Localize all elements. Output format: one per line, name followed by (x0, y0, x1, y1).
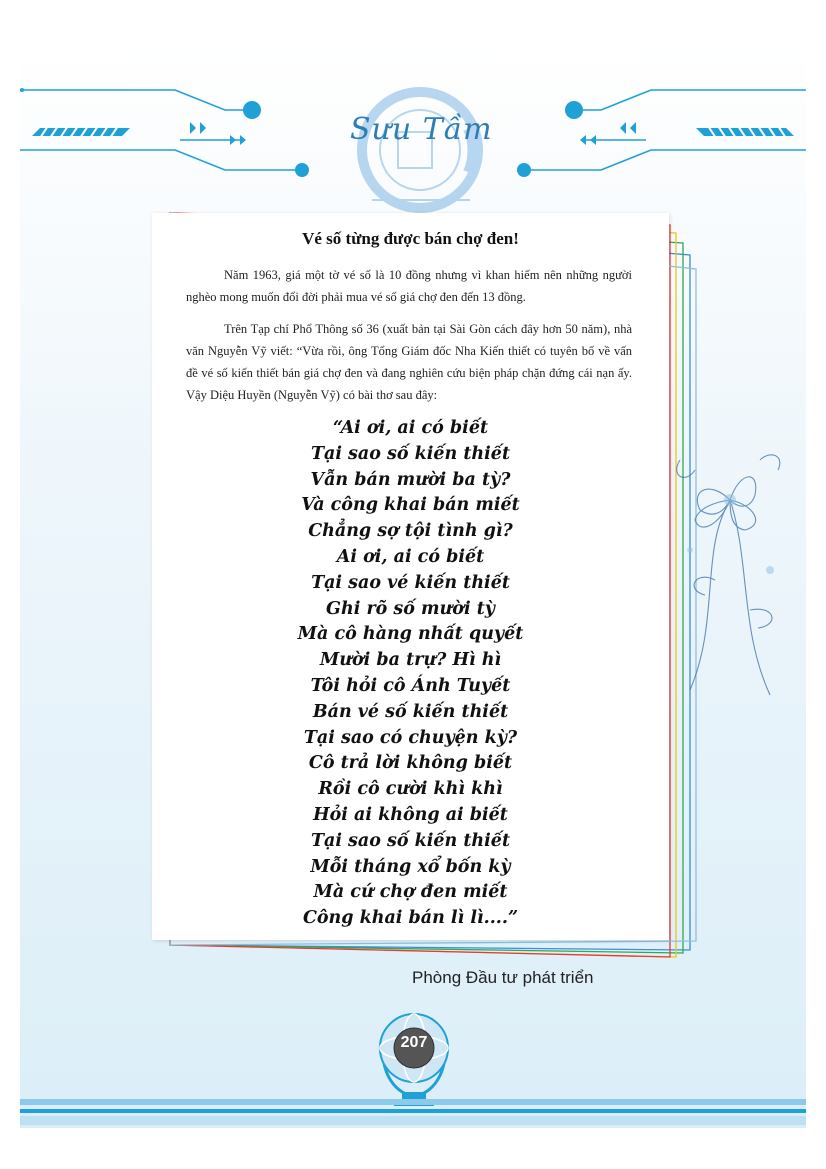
flower-icon (660, 440, 800, 700)
poem-line: Mỗi tháng xổ bốn kỳ (310, 856, 511, 877)
right-dot-large-icon (565, 101, 583, 119)
section-title: Sưu Tầm (350, 112, 493, 147)
bottom-band-decoration (20, 1097, 806, 1127)
poem-line: Mà cô hàng nhất quyết (297, 624, 524, 645)
logo-emblem-icon (362, 92, 478, 208)
left-dot-large-icon (243, 101, 261, 119)
poem (152, 416, 669, 932)
article-paragraph: Trên Tạp chí Phổ Thông số 36 (xuất bản tại Sài Gòn cách đây hơn 50 năm), nhà văn Nguyễn Vỹ viết: “Vừa rồi, ông Tổng Giám đốc Nha Kiến thiết có tuyên bố về vấn đề vé số kiến thiết bán giá chợ đen và đang nghiên cứu biện pháp chặn đứng cái nạn ấy. Vậy Diệu Huyền (Nguyễn Vỹ) có bài thơ sau đây: (186, 322, 632, 402)
article-paragraph: Năm 1963, giá một tờ vé số là 10 đồng nhưng vì khan hiếm nên những người nghèo mong muốn đổi đời phải mua vé số giá chợ đen đến 13 đồng. (186, 268, 632, 304)
globe-icon (372, 1004, 456, 1112)
poem-line: Công khai bán lì lì....” (302, 908, 519, 929)
poem-line: Tại sao vé kiến thiết (311, 572, 510, 593)
poem-line: Tại sao số kiến thiết (310, 830, 511, 851)
poem-line: Cô trả lời không biết (308, 753, 513, 774)
page-number: 207 (400, 1034, 428, 1051)
poem-line: Ai ơi, ai có biết (336, 546, 485, 567)
poem-line: Mười ba trự? Hì hì (319, 650, 502, 671)
poem-line: Vẫn bán mười ba tỳ? (310, 469, 511, 490)
poem-line: Và công khai bán miết (301, 495, 520, 516)
poem-line: Bán vé số kiến thiết (312, 701, 509, 722)
left-dot-small-icon (295, 163, 309, 177)
poem-line: Chẳng sợ tội tình gì? (308, 521, 513, 542)
poem-line: Ghi rõ số mười tỳ (326, 598, 495, 619)
poem-line: Hỏi ai không ai biết (313, 804, 508, 825)
signature: Phòng Đầu tư phát triển (412, 968, 594, 987)
article-title: Vé số từng được bán chợ đen! (302, 229, 519, 248)
poem-line: Rồi cô cười khì khì (318, 779, 503, 800)
poem-line: Tôi hỏi cô Ánh Tuyết (310, 675, 511, 696)
poem-line: Tại sao số kiến thiết (310, 443, 511, 464)
poem-line: Tại sao có chuyện kỳ? (303, 727, 518, 748)
poem-line: Mà cứ chợ đen miết (313, 882, 508, 903)
right-dot-small-icon (517, 163, 531, 177)
poem-line: “Ai ơi, ai có biết (332, 418, 489, 438)
